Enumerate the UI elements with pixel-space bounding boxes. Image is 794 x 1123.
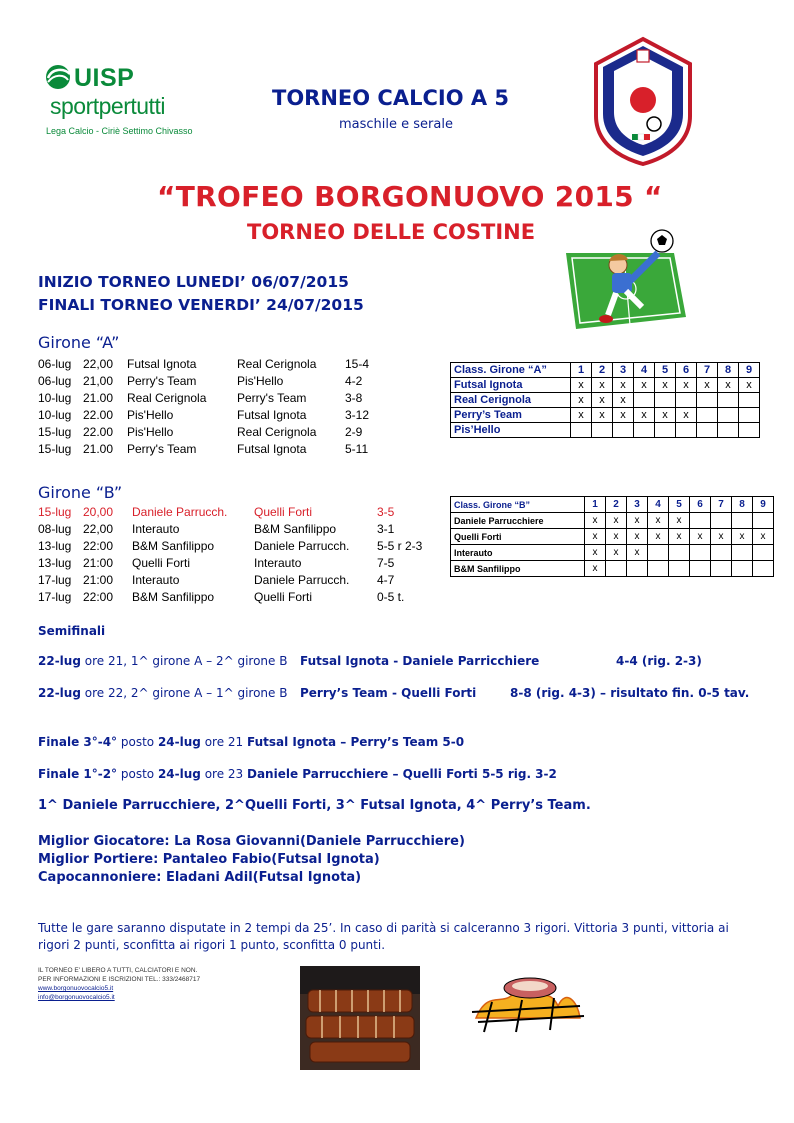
standings-column-header: 2 [606, 497, 627, 513]
standings-mark [606, 561, 627, 577]
best-keeper-award: Miglior Portiere: Pantaleo Fabio(Futsal Ignota) [38, 852, 380, 867]
best-player-award: Miglior Giocatore: La Rosa Giovanni(Daniele Parrucchiere) [38, 834, 465, 849]
standings-mark [718, 423, 739, 438]
standings-mark: x [627, 545, 648, 561]
website-link[interactable]: www.borgonuovocalcio5.it [38, 985, 114, 992]
match-score: 4-2 [345, 374, 363, 388]
match-away: B&M Sanfilippo [254, 522, 337, 536]
match-away: Interauto [254, 556, 302, 570]
standings-team: B&M Sanfilippo [451, 561, 585, 577]
standings-mark [669, 561, 690, 577]
match-away: Daniele Parrucch. [254, 573, 350, 587]
standings-mark: x [634, 378, 655, 393]
standings-mark: x [585, 513, 606, 529]
standings-mark [732, 545, 753, 561]
standings-column-header: 7 [711, 497, 732, 513]
match-time: 22:00 [83, 539, 114, 553]
match-time: 22.00 [83, 408, 114, 422]
match-time: 22.00 [83, 425, 114, 439]
standings-mark: x [739, 378, 760, 393]
standings-mark: x [690, 529, 711, 545]
standings-mark: x [606, 513, 627, 529]
match-time: 21.00 [83, 442, 114, 456]
standings-mark [697, 408, 718, 423]
top-scorer-award: Capocannoniere: Eladani Adil(Futsal Ignota) [38, 870, 362, 885]
match-home: Futsal Ignota [127, 357, 197, 371]
match-date: 15-lug [38, 505, 72, 519]
standings-column-header: 6 [676, 363, 697, 378]
match-score: 3-5 [377, 505, 395, 519]
standings-mark: x [613, 408, 634, 423]
standings-mark [711, 561, 732, 577]
standings-mark [711, 513, 732, 529]
standings-mark: x [655, 378, 676, 393]
standings-row [451, 408, 760, 423]
standings-mark [690, 545, 711, 561]
match-date: 08-lug [38, 522, 72, 536]
standings-mark: x [669, 529, 690, 545]
standings-mark [739, 408, 760, 423]
borgonuovo-crest-logo [590, 36, 696, 166]
standings-mark [711, 545, 732, 561]
match-time: 22,00 [83, 357, 114, 371]
standings-row [451, 393, 760, 408]
match-time: 21:00 [83, 573, 114, 587]
girone-a-title: Girone “A” [38, 333, 120, 352]
standings-column-header: 3 [613, 363, 634, 378]
standings-mark [753, 561, 774, 577]
email-link[interactable]: info@borgonuovocalcio5.it [38, 994, 115, 1001]
match-home: Daniele Parrucch. [132, 505, 228, 519]
match-date: 15-lug [38, 425, 72, 439]
standings-column-header: 1 [585, 497, 606, 513]
standings-mark: x [648, 513, 669, 529]
standings-mark [571, 423, 592, 438]
standings-mark: x [585, 529, 606, 545]
standings-mark [739, 393, 760, 408]
match-away: Real Cerignola [237, 357, 317, 371]
standings-mark [753, 513, 774, 529]
standings-mark [627, 561, 648, 577]
standings-mark: x [592, 408, 613, 423]
match-score: 4-7 [377, 573, 395, 587]
uisp-lega: Lega Calcio - Ciriè Settimo Chivasso [46, 126, 193, 136]
standings-mark [655, 393, 676, 408]
uisp-logo [38, 62, 193, 142]
match-score: 3-8 [345, 391, 363, 405]
semifinal-row: 22-lug ore 21, 1^ girone A – 2^ girone B Futsal Ignota - Daniele Parricchiere 4-4 (rig. 2-3) [38, 654, 702, 668]
standings-column-header: 8 [718, 363, 739, 378]
standings-mark: x [571, 393, 592, 408]
standings-column-header: 4 [634, 363, 655, 378]
match-score: 15-4 [345, 357, 370, 371]
standings-mark: x [676, 378, 697, 393]
standings-mark [690, 561, 711, 577]
standings-column-header: 9 [753, 497, 774, 513]
match-time: 21,00 [83, 374, 114, 388]
final-ranking: 1^ Daniele Parrucchiere, 2^Quelli Forti, 3^ Futsal Ignota, 4^ Perry’s Team. [38, 798, 591, 813]
match-away: Futsal Ignota [237, 408, 307, 422]
standings-mark [697, 393, 718, 408]
standings-mark [718, 393, 739, 408]
standings-row [451, 545, 774, 561]
standings-mark: x [627, 529, 648, 545]
standings-team: Futsal Ignota [451, 378, 571, 393]
standings-team: Perry’s Team [451, 408, 571, 423]
trophy-title: “TROFEO BORGONUOVO 2015 “ [157, 180, 663, 213]
standings-mark: x [592, 378, 613, 393]
standings-row [451, 378, 760, 393]
girone-b-title: Girone “B” [38, 483, 123, 502]
tournament-start-date: INIZIO TORNEO LUNEDI’ 06/07/2015 [38, 273, 349, 291]
match-date: 17-lug [38, 590, 72, 604]
standings-column-header: 5 [669, 497, 690, 513]
match-time: 22,00 [83, 522, 114, 536]
standings-mark: x [606, 545, 627, 561]
standings-mark [732, 561, 753, 577]
standings-mark [697, 423, 718, 438]
match-away: Quelli Forti [254, 590, 313, 604]
standings-mark [676, 393, 697, 408]
standings-row [451, 423, 760, 438]
match-score: 7-5 [377, 556, 395, 570]
match-score: 3-1 [377, 522, 395, 536]
girone-a-standings-table [450, 362, 760, 438]
standings-team: Interauto [451, 545, 585, 561]
final-row-1st-2nd: Finale 1°-2° posto 24-lug ore 23 Daniele Parrucchiere – Quelli Forti 5-5 rig. 3-2 [38, 767, 557, 781]
standings-team: Daniele Parrucchiere [451, 513, 585, 529]
match-away: Quelli Forti [254, 505, 313, 519]
ribs-photo [300, 966, 420, 1070]
standings-mark: x [606, 529, 627, 545]
crest-year: 1902 [634, 146, 652, 154]
standings-mark: x [571, 378, 592, 393]
standings-row [451, 529, 774, 545]
standings-mark [592, 423, 613, 438]
tournament-finals-date: FINALI TORNEO VENERDI’ 24/07/2015 [38, 296, 364, 314]
uisp-subtitle: sportpertutti [50, 93, 165, 119]
match-date: 17-lug [38, 573, 72, 587]
match-away: Pis'Hello [237, 374, 284, 388]
standings-mark: x [732, 529, 753, 545]
standings-mark: x [718, 378, 739, 393]
standings-mark: x [676, 408, 697, 423]
match-home: Interauto [132, 522, 180, 536]
standings-mark [753, 545, 774, 561]
match-home: Interauto [132, 573, 180, 587]
standings-column-header: 2 [592, 363, 613, 378]
match-score: 5-5 r 2-3 [377, 539, 423, 553]
info-line: IL TORNEO E' LIBERO A TUTTI, CALCIATORI E NON. [38, 967, 198, 974]
match-time: 21.00 [83, 391, 114, 405]
standings-mark [613, 423, 634, 438]
match-away: Real Cerignola [237, 425, 317, 439]
standings-row [451, 561, 774, 577]
match-home: Perry's Team [127, 442, 197, 456]
info-line: PER INFORMAZIONI E ISCRIZIONI TEL.: 333/2468717 [38, 976, 201, 983]
match-date: 06-lug [38, 374, 72, 388]
semifinals-title: Semifinali [38, 624, 106, 638]
standings-team: Quelli Forti [451, 529, 585, 545]
standings-mark: x [648, 529, 669, 545]
standings-mark [669, 545, 690, 561]
standings-mark: x [697, 378, 718, 393]
standings-mark [718, 408, 739, 423]
girone-b-standings-table [450, 496, 774, 577]
trophy-subtitle: TORNEO DELLE COSTINE [247, 220, 536, 244]
standings-mark: x [613, 393, 634, 408]
soccer-player-illustration [566, 225, 706, 337]
standings-mark [648, 561, 669, 577]
standings-mark: x [613, 378, 634, 393]
standings-column-header: 9 [739, 363, 760, 378]
match-date: 13-lug [38, 556, 72, 570]
match-score: 0-5 t. [377, 590, 405, 604]
match-date: 06-lug [38, 357, 72, 371]
standings-header: Class. Girone “B” [451, 497, 585, 513]
match-date: 10-lug [38, 408, 72, 422]
standings-mark: x [711, 529, 732, 545]
match-date: 10-lug [38, 391, 72, 405]
match-home: B&M Sanfilippo [132, 590, 215, 604]
standings-column-header: 6 [690, 497, 711, 513]
final-row-3rd-4th: Finale 3°-4° posto 24-lug ore 21 Futsal Ignota – Perry’s Team 5-0 [38, 735, 465, 749]
uisp-swirl-icon [42, 62, 78, 92]
match-home: Pis'Hello [127, 425, 174, 439]
standings-column-header: 8 [732, 497, 753, 513]
standings-column-header: 3 [627, 497, 648, 513]
standings-column-header: 1 [571, 363, 592, 378]
match-date: 13-lug [38, 539, 72, 553]
standings-mark: x [634, 408, 655, 423]
standings-mark [732, 513, 753, 529]
standings-mark: x [655, 408, 676, 423]
standings-mark [634, 423, 655, 438]
semifinal-row: 22-lug ore 22, 2^ girone A – 1^ girone B Perry’s Team - Quelli Forti 8-8 (rig. 4-3) – risultato fin. 0-5 tav. [38, 686, 750, 700]
standings-mark: x [571, 408, 592, 423]
standings-mark: x [627, 513, 648, 529]
match-time: 22:00 [83, 590, 114, 604]
uisp-brand: UISP [74, 64, 135, 92]
standings-mark [655, 423, 676, 438]
standings-mark: x [585, 561, 606, 577]
standings-team: Real Cerignola [451, 393, 571, 408]
match-away: Daniele Parrucch. [254, 539, 350, 553]
match-score: 2-9 [345, 425, 363, 439]
standings-header: Class. Girone “A” [451, 363, 571, 378]
match-home: B&M Sanfilippo [132, 539, 215, 553]
match-home: Perry's Team [127, 374, 197, 388]
match-home: Real Cerignola [127, 391, 207, 405]
match-away: Futsal Ignota [237, 442, 307, 456]
standings-mark [690, 513, 711, 529]
standings-mark: x [669, 513, 690, 529]
standings-mark [634, 393, 655, 408]
standings-team: Pis’Hello [451, 423, 571, 438]
match-time: 20,00 [83, 505, 114, 519]
match-score: 5-11 [345, 442, 369, 456]
standings-row [451, 513, 774, 529]
standings-mark: x [592, 393, 613, 408]
standings-mark [648, 545, 669, 561]
match-home: Pis'Hello [127, 408, 174, 422]
match-away: Perry's Team [237, 391, 307, 405]
standings-mark [739, 423, 760, 438]
contact-info [38, 966, 200, 1002]
tournament-subtitle: maschile e serale [339, 117, 453, 132]
grill-clipart [462, 966, 590, 1036]
match-score: 3-12 [345, 408, 370, 422]
standings-mark: x [753, 529, 774, 545]
standings-column-header: 5 [655, 363, 676, 378]
match-time: 21:00 [83, 556, 114, 570]
standings-mark [676, 423, 697, 438]
match-date: 15-lug [38, 442, 72, 456]
standings-column-header: 7 [697, 363, 718, 378]
match-home: Quelli Forti [132, 556, 191, 570]
tournament-rules: Tutte le gare saranno disputate in 2 tempi da 25’. In caso di parità si calceranno 3 rigori. Vittoria 3 punti, vittoria ai rigori 2 punti, sconfitta ai rigori 1 punto, sconfitta 0 punti. [38, 921, 729, 952]
standings-mark: x [585, 545, 606, 561]
standings-column-header: 4 [648, 497, 669, 513]
tournament-title: TORNEO CALCIO A 5 [272, 86, 510, 110]
